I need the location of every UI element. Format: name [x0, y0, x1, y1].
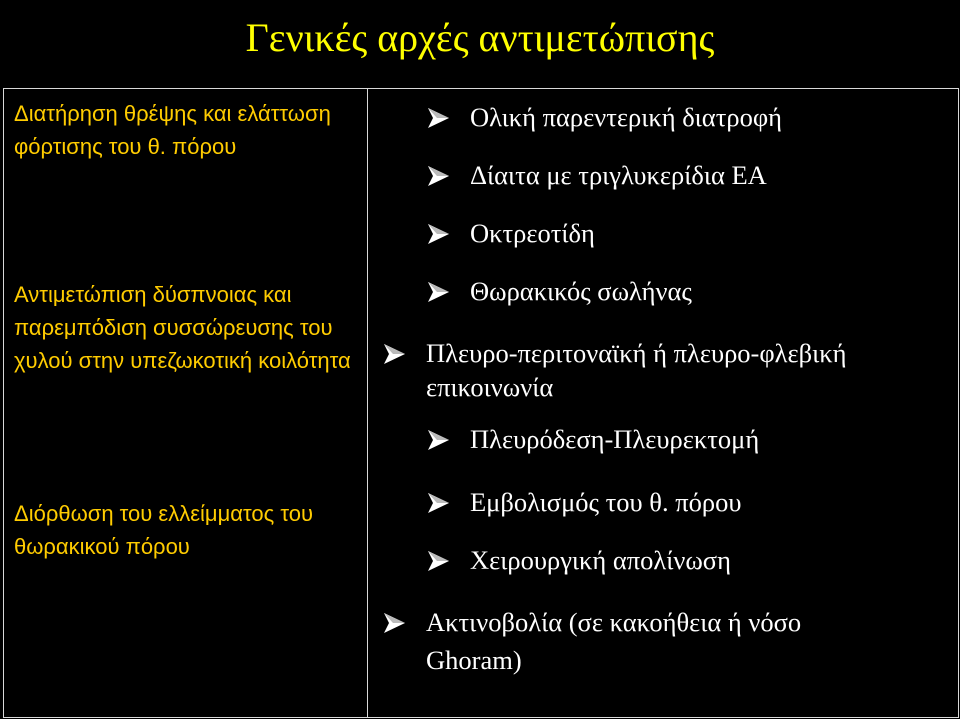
list-item	[382, 276, 942, 306]
list-item	[382, 487, 942, 517]
list-item-text: Πλευρο-περιτοναϊκή ή πλευρο-φλεβική επικοινωνία	[426, 338, 847, 402]
left-item-nutrition: Διατήρηση θρέψης και ελάττωση φόρτισης του θ. πόρου	[14, 101, 331, 159]
list-item	[382, 160, 942, 190]
left-item-dyspnea: Αντιμετώπιση δύσπνοιας και παρεμπόδιση συσσώρευσης του χυλού στην υπεζωκοτική κοιλότητα	[14, 282, 351, 373]
list-item	[382, 218, 942, 248]
list-item-text: Πλευρόδεση-Πλευρεκτομή	[470, 424, 760, 454]
column-divider	[367, 88, 368, 718]
slide-title: Γενικές αρχές αντιμετώπισης	[245, 15, 715, 60]
arrowhead-bullet-icon	[382, 343, 406, 365]
arrowhead-bullet-icon	[426, 550, 450, 572]
treatment-list	[382, 96, 942, 679]
left-item-duct-repair: Διόρθωση του ελλείμματος του θωρακικού πόρου	[14, 501, 313, 559]
arrowhead-bullet-icon	[426, 281, 450, 303]
arrowhead-bullet-icon	[382, 612, 406, 634]
list-item-text: Χειρουργική απολίνωση	[470, 545, 731, 575]
arrowhead-bullet-icon	[426, 429, 450, 451]
list-item	[382, 336, 942, 404]
list-item-text: Εμβολισμός του θ. πόρου	[470, 487, 742, 517]
arrowhead-bullet-icon	[426, 223, 450, 245]
list-item-text: Δίαιτα με τριγλυκερίδια ΕΑ	[470, 160, 767, 190]
list-item-text: Ολική παρεντερική διατροφή	[470, 102, 782, 132]
list-item	[382, 603, 942, 679]
list-item	[382, 424, 942, 454]
arrowhead-bullet-icon	[426, 492, 450, 514]
list-item	[382, 545, 942, 575]
list-item	[382, 102, 942, 132]
arrowhead-bullet-icon	[426, 107, 450, 129]
list-item-text: Ακτινοβολία (σε κακοήθεια ή νόσο Ghoram)	[426, 607, 802, 675]
list-item-text: Οκτρεοτίδη	[470, 218, 595, 248]
arrowhead-bullet-icon	[426, 165, 450, 187]
list-item-text: Θωρακικός σωλήνας	[470, 276, 692, 306]
